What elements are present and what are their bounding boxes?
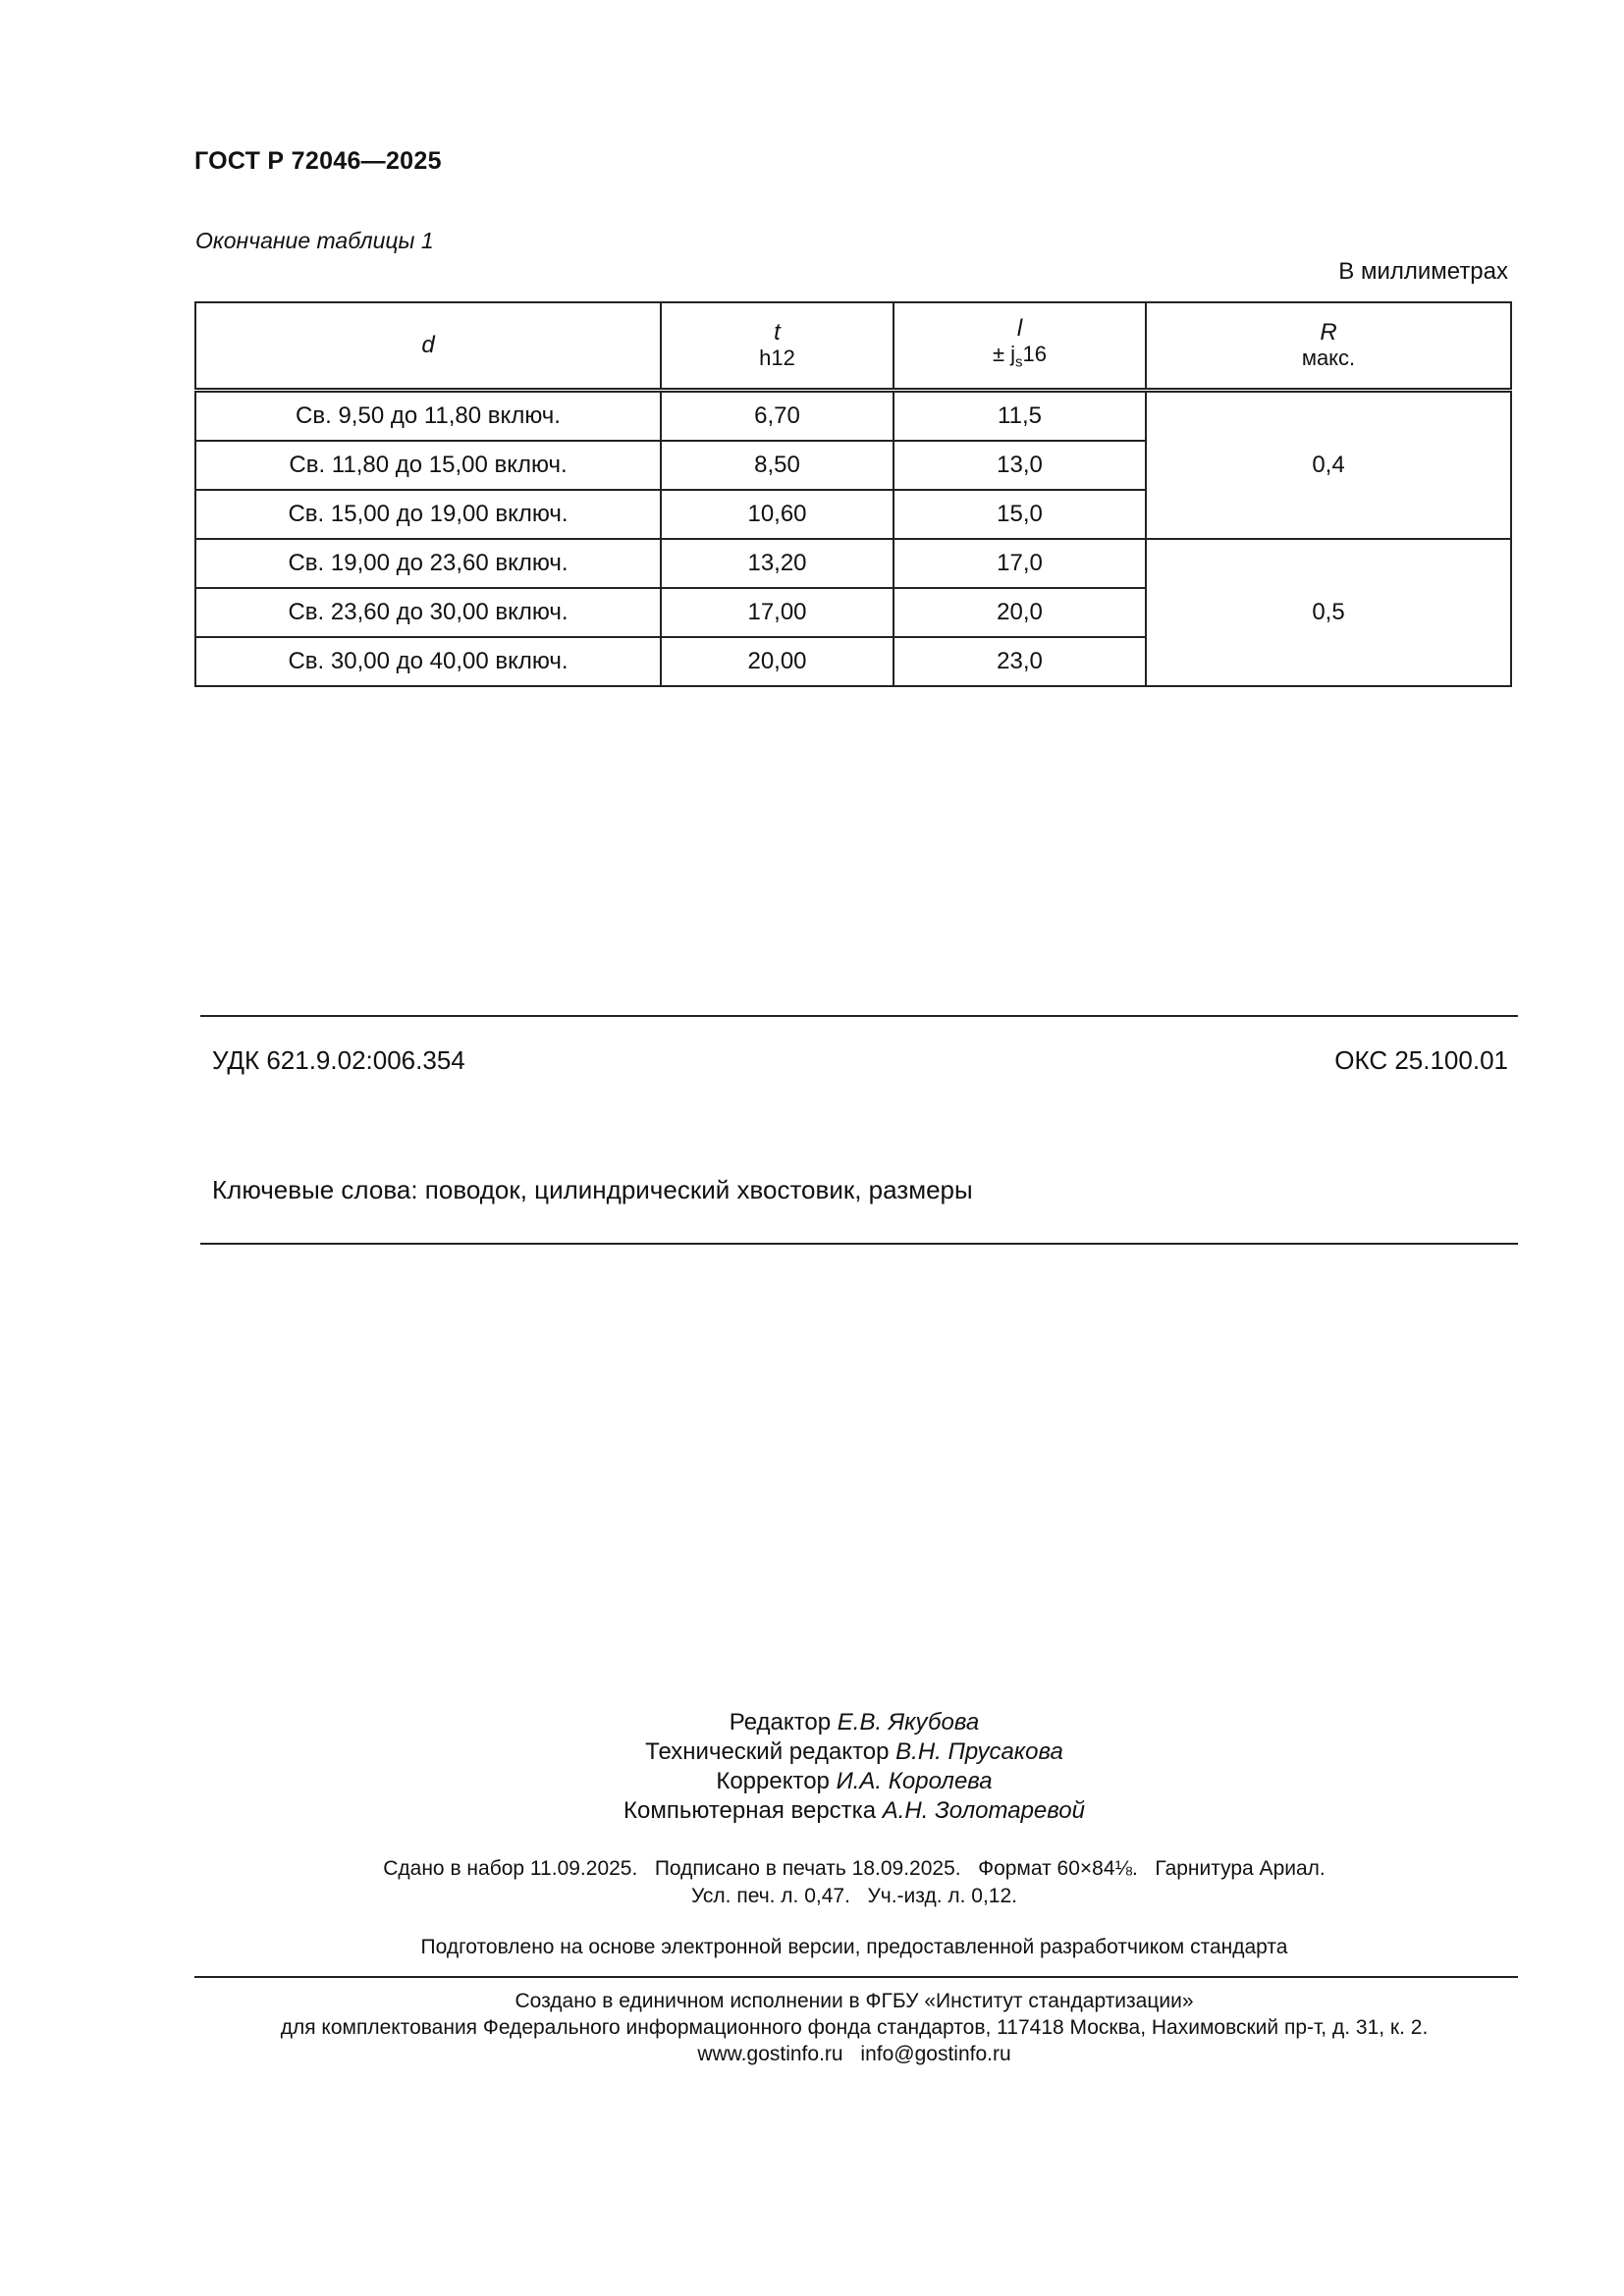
- cell-t: 17,00: [661, 588, 893, 637]
- column-tolerance: ± $j_s16$: [992, 341, 1048, 371]
- cell-t: 20,00: [661, 637, 893, 686]
- credit-line: Корректор И.А. Королева: [716, 1768, 993, 1794]
- cell-t: 8,50: [661, 441, 893, 490]
- publication-line: Сдано в набор 11.09.2025. Подписано в печать 18.09.2025. Формат 60×84⅛. Гарнитура Ариал.: [383, 1857, 1326, 1880]
- cell-d: Св. 11,80 до 15,00 включ.: [195, 441, 661, 490]
- column-header-t: [661, 302, 893, 391]
- udk-code: УДК 621.9.02:006.354: [212, 1045, 465, 1075]
- email-link[interactable]: info@gostinfo.ru: [860, 2043, 1011, 2065]
- divider: [200, 1015, 1518, 1017]
- column-symbol: R: [1320, 319, 1337, 346]
- footer-line: Создано в единичном исполнении в ФГБУ «Институт стандартизации»: [514, 1990, 1194, 2012]
- prepared-note: Подготовлено на основе электронной версии, предоставленной разработчиком стандарта: [420, 1936, 1288, 1958]
- column-symbol: d: [421, 332, 435, 358]
- table-row: [195, 391, 1511, 442]
- cell-l: 11,5: [893, 391, 1146, 442]
- website-link[interactable]: www.gostinfo.ru: [697, 2043, 843, 2065]
- cell-d: Св. 19,00 до 23,60 включ.: [195, 539, 661, 588]
- cell-l: 17,0: [893, 539, 1146, 588]
- column-tolerance: макс.: [1301, 346, 1356, 370]
- dimensions-table: [194, 301, 1512, 687]
- keywords: Ключевые слова: поводок, цилиндрический хвостовик, размеры: [212, 1175, 973, 1204]
- cell-l: 15,0: [893, 490, 1146, 539]
- footer-links: [0, 2041, 1624, 2067]
- publication-info: [0, 1855, 1624, 1910]
- table-row: [195, 539, 1511, 588]
- units-label: В миллиметрах: [1338, 258, 1508, 285]
- table-caption: Окончание таблицы 1: [195, 228, 434, 253]
- cell-r: 0,5: [1146, 539, 1511, 686]
- cell-t: 6,70: [661, 391, 893, 442]
- column-symbol: l: [1016, 314, 1023, 342]
- cell-d: Св. 23,60 до 30,00 включ.: [195, 588, 661, 637]
- column-tolerance: h12: [759, 346, 795, 370]
- cell-l: 20,0: [893, 588, 1146, 637]
- credits-block: [0, 1708, 1624, 1826]
- footer: [0, 1988, 1624, 2067]
- cell-d: Св. 30,00 до 40,00 включ.: [195, 637, 661, 686]
- cell-r: 0,4: [1146, 391, 1511, 540]
- cell-d: Св. 9,50 до 11,80 включ.: [195, 391, 661, 442]
- credit-line: Редактор Е.В. Якубова: [729, 1709, 980, 1735]
- cell-l: 23,0: [893, 637, 1146, 686]
- column-header-r: [1146, 302, 1511, 391]
- document-header: ГОСТ Р 72046—2025: [194, 147, 442, 175]
- column-header-d: [195, 302, 661, 391]
- credit-line: Технический редактор В.Н. Прусакова: [645, 1738, 1063, 1765]
- publication-line: Усл. печ. л. 0,47. Уч.-изд. л. 0,12.: [690, 1885, 1017, 1907]
- credit-line: Компьютерная верстка А.Н. Золотаревой: [623, 1797, 1085, 1824]
- cell-t: 13,20: [661, 539, 893, 588]
- column-symbol: t: [774, 319, 781, 346]
- footer-line: для комплектования Федерального информационного фонда стандартов, 117418 Москва, Нахимовский пр-т, д. 31, к. 2.: [280, 2016, 1429, 2039]
- column-header-l: [893, 302, 1146, 391]
- divider: [200, 1243, 1518, 1245]
- table-header-row: [195, 302, 1511, 391]
- cell-d: Св. 15,00 до 19,00 включ.: [195, 490, 661, 539]
- cell-l: 13,0: [893, 441, 1146, 490]
- oks-code: ОКС 25.100.01: [1334, 1045, 1508, 1075]
- cell-t: 10,60: [661, 490, 893, 539]
- divider: [194, 1976, 1518, 1978]
